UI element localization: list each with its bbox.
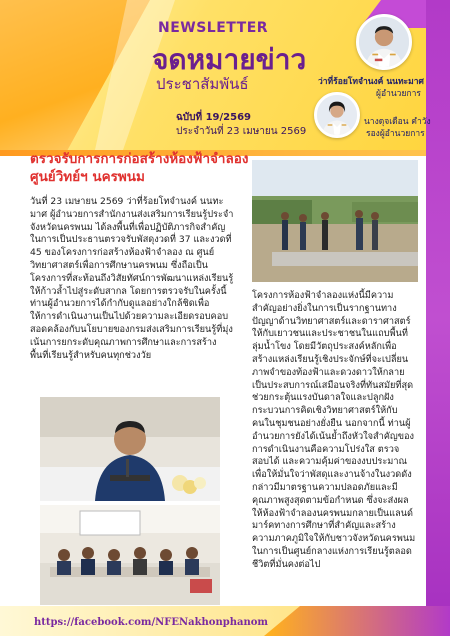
newsletter-label: NEWSLETTER [158,20,269,36]
issue-number: ฉบับที่ 19/2569 [176,112,251,123]
director-portrait [356,14,412,70]
right-purple-border [426,0,450,636]
person-in-uniform-icon [359,17,409,67]
official-role: ผู้อำนวยการ [376,89,421,99]
article-paragraph-left: วันที่ 23 เมษายน 2569 ว่าที่ร้อยโทจำนงค์ นนทะมาศ ผู้อำนวยการสำนักงานส่งเสริมการเรียนรู้ประจำจังหวัดนครพนม ได้ลงพื้นที่เพื่อปฏิบัติภารกิจสำคัญในการเป็นประธานตรวจรับพัสดุงวดที่ 37 และงวดที่ 45 ของโครงการก่อสร้างห้องฟ้าจำลอง ณ ศูนย์วิทยาศาสตร์เพื่อการศึกษานครพนม ซึ่งถือเป็นโครงการที่สะท้อนถึงวิสัยทัศน์การพัฒนาแหล่งเรียนรู้ให้ก้าวล้ำไปสู่ระดับสากล โดยการตรวจรับในครั้งนี้ท่านผู้อำนวยการได้กำกับดูแลอย่างใกล้ชิดเพื่อให้การดำเนินงานเป็นไปด้วยความละเอียดรอบคอบสอดคล้องกับนโยบายของกรมส่งเสริมการเรียนรู้ที่มุ่งเน้นการยกระดับคุณภาพการศึกษาและการสร้างพื้นที่เรียนรู้สำหรับคนทุกช่วงวัย [30,196,234,361]
meeting-room-photo [40,505,220,605]
issue-date: ประจำวันที่ 23 เมษายน 2569 [176,126,307,137]
article-headline: ตรวจรับการการก่อสร้างห้องฟ้าจำลอง ศูนย์วิทย์ฯ นครพนม [30,151,249,185]
official-name: นางดุจเดือน คำวัง [364,117,431,127]
official-name: ว่าที่ร้อยโทจำนงค์ นนทะมาศ [318,77,424,87]
article-paragraph-right: โครงการห้องฟ้าจำลองแห่งนี้มีความสำคัญอย่างยิ่งในการเป็นรากฐานทางปัญญาด้านวิทยาศาสตร์และดาราศาสตร์ให้กับเยาวชนและประชาชนในแถบพื้นที่ลุ่มน้ำโขง โดยมีวัตถุประสงค์หลักเพื่อสร้างแหล่งเรียนรู้เชิงประจักษ์ที่จะเปลี่ยนภาพจำของท้องฟ้าและดวงดาวให้กลายเป็นประสบการณ์เสมือนจริงที่ทันสมัยที่สุด ช่วยกระตุ้นแรงบันดาลใจและปลูกฝังกระบวนการคิดเชิงวิทยาศาสตร์ให้กับคนในชุมชนอย่างยั่งยืน นอกจากนี้ ท่านผู้อำนวยการยังได้เน้นย้ำถึงหัวใจสำคัญของการดำเนินงานคือความโปร่งใส ตรวจสอบได้ และความคุ้มค่าของงบประมาณ เพื่อให้มั่นใจว่าพัสดุและงานจ้างในงวดดังกล่าวมีมาตรฐานความปลอดภัยและมีคุณภาพสูงสุดตามข้อกำหนด ซึ่งจะส่งผลให้ห้องฟ้าจำลองนครพนมกลายเป็นแลนด์มาร์คทางการศึกษาที่สำคัญและสร้างความภาคภูมิใจให้กับชาวจังหวัดนครพนมในการเป็นศูนย์กลางแห่งการเรียนรู้ตลอดชีวิตที่มั่นคงต่อไป [252,290,416,570]
official-role: รองผู้อำนวยการ [366,129,425,139]
page-subtitle: ประชาสัมพันธ์ [156,75,249,93]
site-inspection-photo [252,160,418,282]
person-in-uniform-icon [317,95,357,135]
meeting-speaker-photo [40,397,220,501]
page-title: จดหมายข่าว [152,43,307,76]
deputy-director-portrait [314,92,360,138]
facebook-page-link[interactable]: https://facebook.com/NFENakhonphanom [34,617,268,628]
